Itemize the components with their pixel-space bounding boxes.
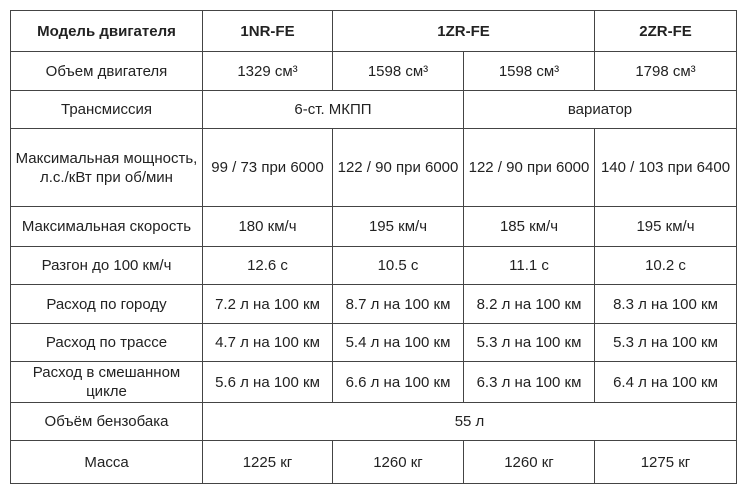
table-cell: 6.4 л на 100 км — [595, 362, 737, 403]
table-cell: 180 км/ч — [203, 207, 333, 247]
row-label: Максимальная мощность, л.с./кВт при об/мин — [11, 129, 203, 207]
table-row-transmission — [11, 91, 737, 129]
table-cell: 1260 кг — [464, 441, 595, 484]
row-label: Расход по трассе — [11, 324, 203, 362]
table-cell: 1225 кг — [203, 441, 333, 484]
table-cell: 11.1 с — [464, 247, 595, 285]
table-row-speed — [11, 207, 737, 247]
table-cell: 8.2 л на 100 км — [464, 285, 595, 324]
table-cell: 7.2 л на 100 км — [203, 285, 333, 324]
table-cell: 99 / 73 при 6000 — [203, 129, 333, 207]
table-cell: 195 км/ч — [595, 207, 737, 247]
table-row-mass — [11, 441, 737, 484]
table-row-mixed — [11, 362, 737, 403]
table-cell: 185 км/ч — [464, 207, 595, 247]
header-engine-1zr: 1ZR-FE — [333, 11, 595, 52]
row-label: Объём бензобака — [11, 403, 203, 441]
table-row-city — [11, 285, 737, 324]
table-cell: 8.3 л на 100 км — [595, 285, 737, 324]
table-cell: 6-ст. МКПП — [203, 91, 464, 129]
row-label: Объем двигателя — [11, 52, 203, 91]
row-label: Расход по городу — [11, 285, 203, 324]
header-model-label: Модель двигателя — [11, 11, 203, 52]
table-cell: 1329 см³ — [203, 52, 333, 91]
table-row-tank — [11, 403, 737, 441]
table-cell: 5.6 л на 100 км — [203, 362, 333, 403]
table-row-power — [11, 129, 737, 207]
row-label: Разгон до 100 км/ч — [11, 247, 203, 285]
table-cell: 5.4 л на 100 км — [333, 324, 464, 362]
table-cell: 6.6 л на 100 км — [333, 362, 464, 403]
table-cell: 5.3 л на 100 км — [464, 324, 595, 362]
table-cell: 10.2 с — [595, 247, 737, 285]
table-cell: 55 л — [203, 403, 737, 441]
header-engine-1nr: 1NR-FE — [203, 11, 333, 52]
row-label: Масса — [11, 441, 203, 484]
table-cell: 10.5 с — [333, 247, 464, 285]
table-header-row — [11, 11, 737, 52]
row-label: Расход в смешанном цикле — [11, 362, 203, 403]
table-cell: 1275 кг — [595, 441, 737, 484]
table-cell: 122 / 90 при 6000 — [464, 129, 595, 207]
table-cell: вариатор — [464, 91, 737, 129]
table-cell: 195 км/ч — [333, 207, 464, 247]
engine-spec-table — [10, 10, 737, 484]
table-cell: 1798 см³ — [595, 52, 737, 91]
table-cell: 1260 кг — [333, 441, 464, 484]
table-cell: 122 / 90 при 6000 — [333, 129, 464, 207]
table-cell: 1598 см³ — [464, 52, 595, 91]
table-row-highway — [11, 324, 737, 362]
table-cell: 12.6 с — [203, 247, 333, 285]
table-cell: 140 / 103 при 6400 — [595, 129, 737, 207]
table-cell: 6.3 л на 100 км — [464, 362, 595, 403]
table-cell: 8.7 л на 100 км — [333, 285, 464, 324]
row-label: Максимальная скорость — [11, 207, 203, 247]
row-label: Трансмиссия — [11, 91, 203, 129]
table-cell: 5.3 л на 100 км — [595, 324, 737, 362]
table-cell: 1598 см³ — [333, 52, 464, 91]
table-row-acceleration — [11, 247, 737, 285]
table-cell: 4.7 л на 100 км — [203, 324, 333, 362]
header-engine-2zr: 2ZR-FE — [595, 11, 737, 52]
table-row-volume — [11, 52, 737, 91]
